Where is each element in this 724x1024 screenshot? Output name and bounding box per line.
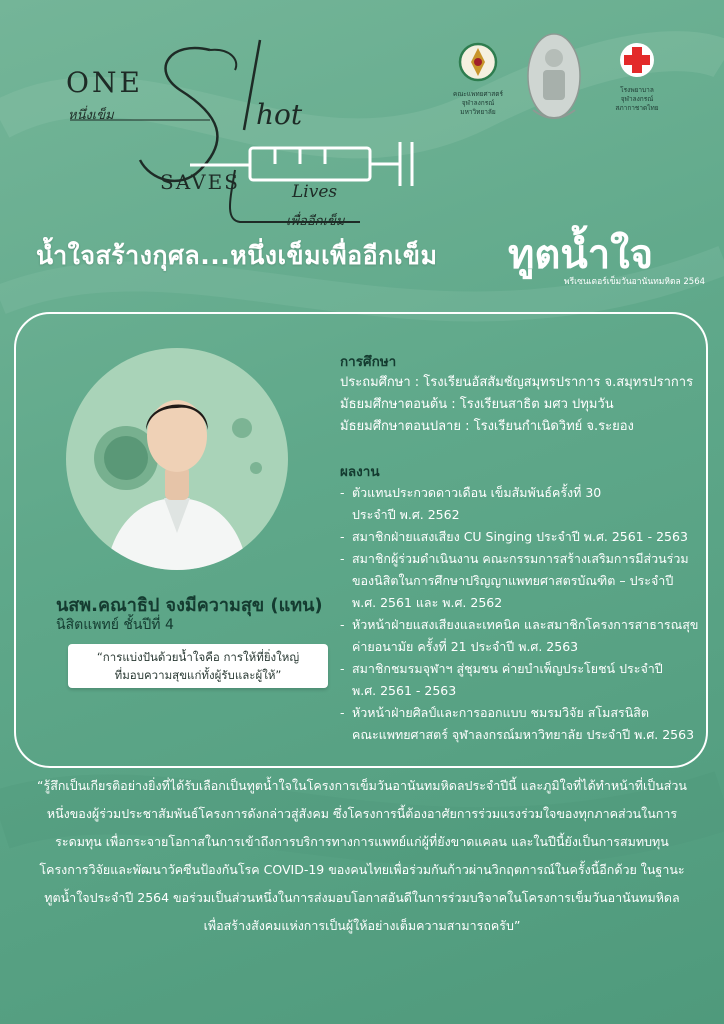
- partner-hospital-caption-2: สภากาชาดไทย: [615, 104, 659, 112]
- chula-crest-icon: [523, 30, 585, 128]
- works-list: [340, 482, 700, 746]
- partner-faculty-caption-2: จุฬาลงกรณ์มหาวิทยาลัย: [460, 99, 496, 116]
- syringe-logo-icon: [60, 30, 440, 240]
- works-item: - สมาชิกฝ่ายแสงเสียง CU Singing ประจำปี พ.ศ. 2561 - 2563: [340, 526, 700, 548]
- works-item: - หัวหน้าฝ่ายแสงเสียงและเทคนิค และสมาชิกโครงการสาธารณสุข ค่ายอนามัย ครั้งที่ 21 ประจำปี พ.ศ. 2563: [340, 614, 700, 658]
- education-section: [340, 350, 700, 438]
- logo-lives-script: เพื่ออีกเข็ม: [286, 214, 345, 229]
- logo-one-script: หนึ่งเข็ม: [68, 108, 114, 123]
- education-upper-secondary: มัธยมศึกษาตอนปลาย : โรงเรียนกำเนิดวิทย์ จ.ระยอง: [340, 419, 634, 434]
- works-title: ผลงาน: [340, 464, 380, 480]
- profile-name: นสพ.คณาธิป จงมีความสุข (แทน): [56, 595, 323, 616]
- partner-faculty: [448, 42, 508, 117]
- portrait-avatar-icon: [66, 348, 288, 570]
- brand-title: ทูตน้ำใจ: [508, 232, 654, 278]
- works-item: - สมาชิกชมรมจุฬาฯ สู่ชุมชน ค่ายบำเพ็ญประโยชน์ ประจำปี พ.ศ. 2561 - 2563: [340, 658, 700, 702]
- logo-hot-text: hot: [256, 98, 303, 131]
- brand-subtitle: พรีเซนเตอร์เข็มวันอานันทมหิดล 2564: [564, 277, 706, 287]
- works-item: - สมาชิกผู้ร่วมดำเนินงาน คณะกรรมการสร้างเสริมการมีส่วนร่วม ของนิสิตในการศึกษาปริญญาแพทยศาสตรบัณฑิต – ประจำปี พ.ศ. 2561 และ พ.ศ. 2562: [340, 548, 700, 614]
- works-section: [340, 460, 700, 746]
- partner-faculty-caption-1: คณะแพทยศาสตร์: [453, 90, 503, 98]
- partner-hospital: [604, 42, 670, 113]
- works-item: - หัวหน้าฝ่ายศิลป์และการออกแบบ ชมรมวิจัย สโมสรนิสิต คณะแพทยศาสตร์ จุฬาลงกรณ์มหาวิทยาลัย ประจำปี พ.ศ. 2563: [340, 702, 700, 746]
- education-primary: ประถมศึกษา : โรงเรียนอัสสัมชัญสมุทรปราการ จ.สมุทรปราการ: [340, 375, 694, 390]
- profile-quote: [68, 644, 328, 688]
- education-title: การศึกษา: [340, 354, 397, 370]
- logo-lives-text: Lives: [292, 182, 338, 202]
- education-lower-secondary: มัธยมศึกษาตอนต้น : โรงเรียนสาธิต มศว ปทุมวัน: [340, 397, 614, 412]
- logo-one-text: ONE: [66, 66, 143, 99]
- header-tagline: น้ำใจสร้างกุศล...หนึ่งเข็มเพื่ออีกเข็ม: [36, 241, 438, 270]
- profile-year: นิสิตแพทย์ ชั้นปีที่ 4: [56, 617, 174, 633]
- partner-hospital-caption-1: โรงพยาบาลจุฬาลงกรณ์: [620, 86, 654, 103]
- footer-quote: “รู้สึกเป็นเกียรติอย่างยิ่งที่ได้รับเลือกเป็นทูตน้ำใจในโครงการเข็มวันอานันทมหิดลประจำปีนี้ และภูมิใจที่ได้ทำหน้าที่เป็นส่วนหนึ่งของผู้ร่วมประชาสัมพันธ์โครงการดังกล่าวสู่สังคม ซึ่งโครงการนี้ต้องอาศัยการร่วมแรงร่วมใจของทุกภาคส่วนในการระดมทุน เพื่อกระจายโอกาสในการเข้าถึงการบริการทางการแพทย์แก่ผู้ที่ยังขาดแคลน และในปีนี้ยังเป็นการสมทบทุนโครงการวิจัยและพัฒนาวัคซีนป้องกันโรค COVID-19 ของคนไทยเพื่อร่วมกันก้าวผ่านวิกฤตการณ์ในครั้งนี้อีกด้วย ในฐานะทูตน้ำใจประจำปี 2564 ขอร่วมเป็นส่วนหนึ่งในการส่งมอบโอกาสอันดีในการร่วมบริจาคในโครงการเข็มวันอานันทมหิดล เพื่อสร้างสังคมแห่งการเป็นผู้ให้อย่างเต็มความสามารถครับ”: [37, 778, 687, 933]
- works-item: - ตัวแทนประกวดดาวเดือน เข็มสัมพันธ์ครั้งที่ 30 ประจำปี พ.ศ. 2562: [340, 482, 700, 526]
- faculty-seal-icon: [458, 42, 498, 86]
- portrait: [66, 348, 288, 570]
- red-cross-icon: [619, 42, 655, 82]
- partner-chula: [522, 30, 586, 132]
- profile-quote-line-1: “การแบ่งปันด้วยน้ำใจคือ การให้ที่ยิ่งใหญ่: [96, 650, 300, 664]
- logo-saves-text: SAVES: [160, 170, 240, 194]
- profile-quote-line-2: ที่มอบความสุขแก่ทั้งผู้รับและผู้ให้”: [114, 668, 282, 682]
